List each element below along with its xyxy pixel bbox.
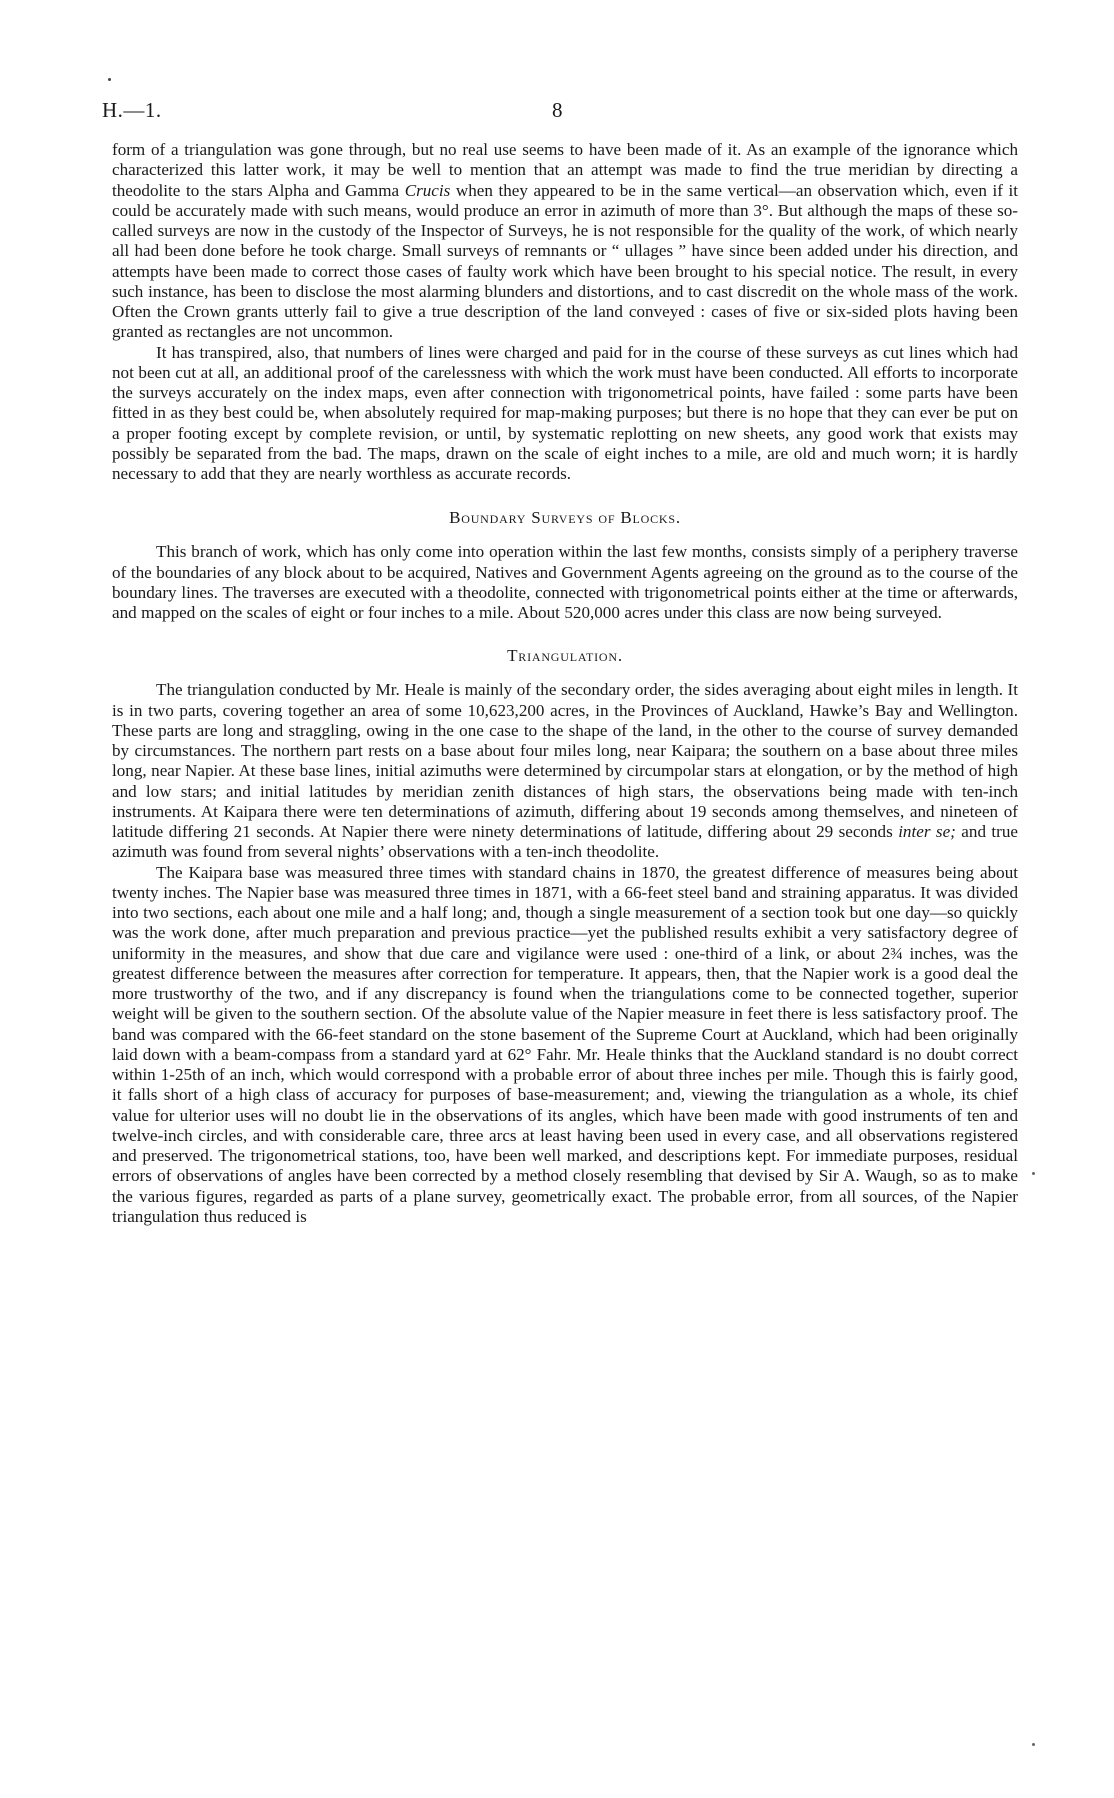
page-number: 8 [552,98,563,122]
page-header [102,98,1018,134]
print-speck [108,78,111,81]
paragraph: The Kaipara base was measured three times with standard chains in 1870, the greatest difference of measures being about twenty inches. The Napier base was measured three times in 1871, with a 66-feet steel band and straining apparatus. It was divided into two sections, each about one mile and a half long; and, though a single measurement of a section took but one day—so quickly was the work done, after much preparation and previous practice—yet the published results exhibit a very satisfactory degree of uniformity in the measures, and show that due care and vigilance were used : one-third of a link, or about 2¾ inches, was the greatest difference between the measures after correction for temperature. It appears, then, that the Napier work is a good deal the more trustworthy of the two, and if any discrepancy is found when the triangulations come to be connected together, superior weight will be given to the southern section. Of the absolute value of the Napier measure in feet there is less satisfactory proof. The band was compared with the 66-feet standard on the stone basement of the Supreme Court at Auckland, which had been originally laid down with a beam-compass from a standard yard at 62° Fahr. Mr. Heale thinks that the Auckland standard is no doubt correct within 1-25th of an inch, which would correspond with a probable error of about three inches per mile. Though this is fairly good, it falls short of a high class of accuracy for purposes of base-measurement; and, viewing the triangulation as a whole, its chief value for ulterior uses will no doubt lie in the observations of its angles, which have been made with good instruments of ten and twelve-inch circles, and with considerable care, three arcs at least having been used in every case, and all observations registered and preserved. The trigonometrical stations, too, have been well marked, and descriptions kept. For immediate purposes, residual errors of observations of angles have been corrected by a method closely resembling that devised by Sir A. Waugh, so as to make the various figures, regarded as parts of a plane survey, geometrically exact. The probable error, from all sources, of the Napier triangulation thus reduced is [112,862,1018,1226]
section-heading-triangulation: Triangulation. [507,646,623,666]
paragraph: It has transpired, also, that numbers of lines were charged and paid for in the course of these surveys as cut lines which had not been cut at all, an additional proof of the carelessness with which the work must have been conducted. All efforts to incorporate the surveys accurately on the index maps, even after connection with trigonometrical points, have failed : some parts have been fitted in as they best could be, when absolutely required for map-making purposes; but there is no hope that they can ever be put on a proper footing except by complete revision, or until, by systematic replotting on new sheets, any good work that exists may possibly be separated from the bad. The maps, drawn on the scale of eight inches to a mile, are old and much worn; it is hardly necessary to add that they are nearly worthless as accurate records. [112,342,1018,483]
paragraph: This branch of work, which has only come into operation within the last few months, consists simply of a periphery traverse of the boundaries of any block about to be acquired, Natives and Government Agents agreeing on the ground as to the course of the boundary lines. The traverses are executed with a theodolite, connected with trigonometrical points either at the time or afterwards, and mapped on the scales of eight or four inches to a mile. About 520,000 acres under this class are now being surveyed. [112,542,1018,622]
margin-mark [1032,1172,1035,1175]
document-reference: H.—1. [102,98,162,122]
margin-mark [1032,1743,1035,1746]
italic-text: Crucis [404,180,451,200]
paragraph: The triangulation conducted by Mr. Heale is mainly of the secondary order, the sides averaging about eight miles in length. It is in two parts, covering together an area of some 10,623,200 acres, in the Provinces of Auckland, Hawke’s Bay and Wellington. These parts are long and straggling, owing in the one case to the shape of the land, in the other to the course of survey demanded by circumstances. The northern part rests on a base about four miles long, near Kaipara; the southern on a base about three miles long, near Napier. At these base lines, initial azimuths were determined by circumpolar stars at elongation, or by the method of high and low stars; and initial latitudes by meridian zenith distances of high stars, the observations being made with ten-inch instruments. At Kaipara there were ten determinations of azimuth, differing about 19 seconds among themselves, and nineteen of latitude differing 21 seconds. At Napier there were ninety determinations of latitude, differing about 29 seconds inter se; and true azimuth was found from several nights’ observations with a ten-inch theodolite. [112,680,1019,862]
section-heading-boundary-surveys: Boundary Surveys of Blocks. [449,508,681,528]
body-text [112,140,1018,1227]
paragraph: form of a triangulation was gone through, but no real use seems to have been made of it. As an example of the ignorance which characterized this latter work, it may be well to mention that an attempt was made to find the true meridian by directing a theodolite to the stars Alpha and Gamma Crucis when they appeared to be in the same vertical—an observation which, even if it could be accurately made with such means, would produce an error in azimuth of more than 3°. But although the maps of these so-called surveys are now in the custody of the Inspector of Surveys, he is not responsible for the quality of the work, of which nearly all had been done before he took charge. Small surveys of remnants or “ ullages ” have since been added under his direction, and attempts have been made to correct those cases of faulty work which have been brought to his special notice. The result, in every such instance, has been to disclose the most alarming blunders and distortions, and to cast discredit on the whole mass of the work. Often the Crown grants utterly fail to give a true description of the land conveyed : cases of five or six-sided plots having been granted as rectangles are not uncommon. [112,140,1018,342]
document-page [102,98,1019,1227]
italic-text: inter se; [898,822,956,841]
